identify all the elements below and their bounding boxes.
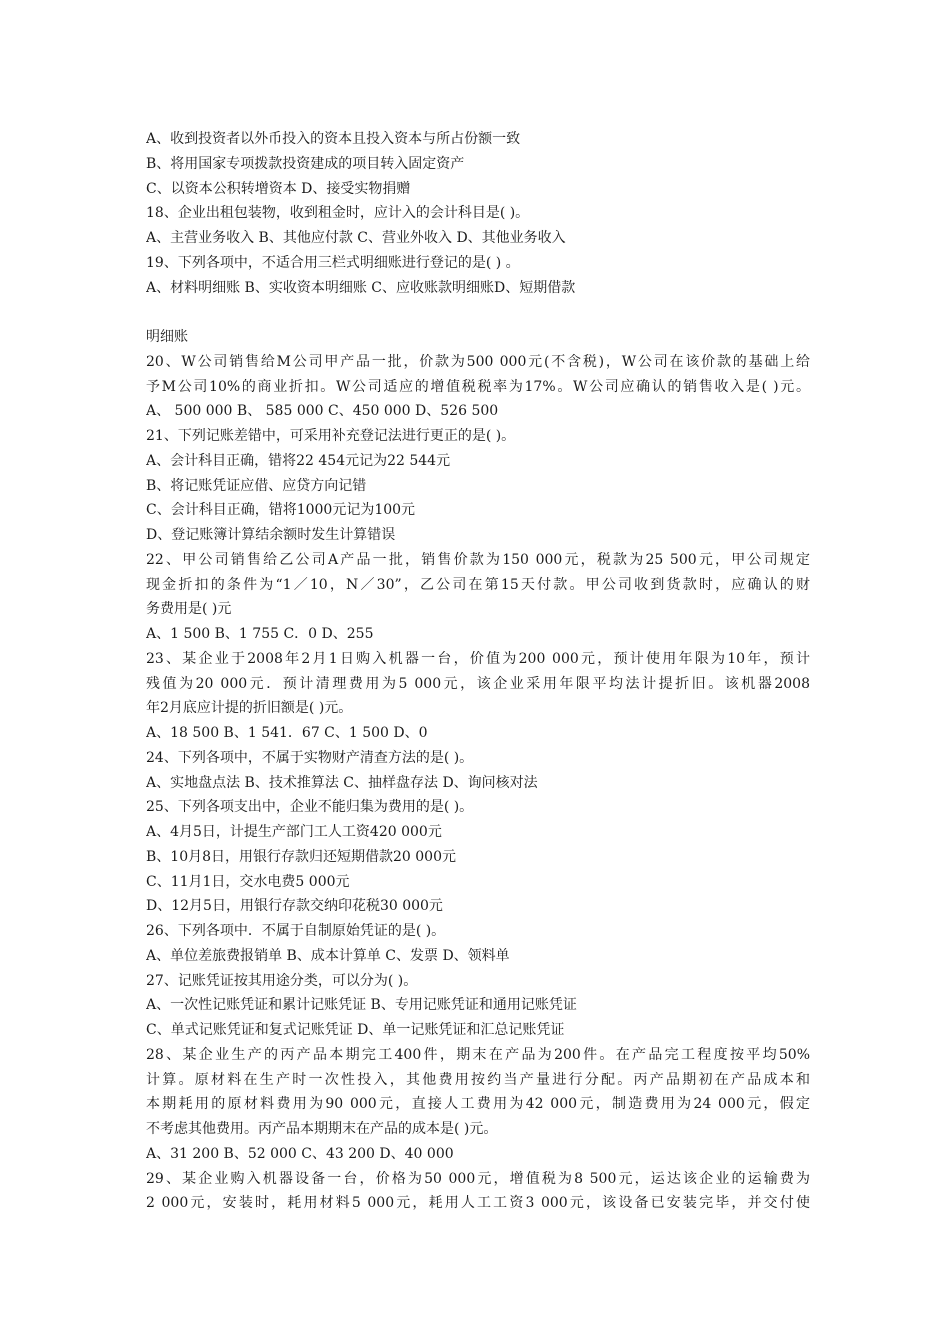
text-line: A、一次性记账凭证和累计记账凭证 B、专用记账凭证和通用记账凭证 bbox=[146, 997, 577, 1014]
text-line: 19、下列各项中，不适合用三栏式明细账进行登记的是( ) 。 bbox=[146, 254, 520, 271]
text-line: 18、企业出租包装物，收到租金时，应计入的会计科目是( )。 bbox=[146, 205, 530, 222]
text-line: 明细账 bbox=[146, 329, 188, 345]
text-line: A、1 500 B、1 755 C．0 D、255 bbox=[146, 626, 374, 642]
text-line: A、会计科目正确，错将22 454元记为22 544元 bbox=[146, 452, 451, 469]
text-line: A、主营业务收入 B、其他应付款 C、营业外收入 D、其他业务收入 bbox=[146, 230, 566, 246]
text-line: 20、W公司销售给M公司甲产品一批，价款为500 000元(不含税)，W公司在该价款的基础上给 bbox=[146, 353, 810, 370]
text-line: A、材料明细账 B、实收资本明细账 C、应收账款明细账D、短期借款 bbox=[146, 279, 576, 296]
text-line: B、10月8日，用银行存款归还短期借款20 000元 bbox=[146, 848, 456, 865]
text-line: A、31 200 B、52 000 C、43 200 D、40 000 bbox=[146, 1145, 454, 1162]
text-line: A、 500 000 B、 585 000 C、450 000 D、526 500 bbox=[146, 403, 499, 420]
text-line: A、4月5日，计提生产部门工人工资420 000元 bbox=[146, 824, 442, 840]
text-line: 予M公司10%的商业折扣。W公司适应的增值税税率为17%。W公司应确认的销售收入是( )元。 bbox=[146, 378, 810, 395]
text-line: 22、甲公司销售给乙公司A产品一批，销售价款为150 000元，税款为25 500元，甲公司规定 bbox=[146, 551, 810, 568]
text-line: 26、下列各项中．不属于自制原始凭证的是( )。 bbox=[146, 923, 446, 939]
text-line: B、将记账凭证应借、应贷方向记错 bbox=[146, 477, 367, 494]
text-line: 23、某企业于2008年2月1日购入机器一台，价值为200 000元，预计使用年限为10年，预计 bbox=[146, 650, 810, 667]
text-line: D、12月5日，用银行存款交纳印花税30 000元 bbox=[146, 898, 443, 915]
text-line: 21、下列记账差错中，可采用补充登记法进行更正的是( )。 bbox=[146, 428, 516, 444]
text-line: A、单位差旅费报销单 B、成本计算单 C、发票 D、领料单 bbox=[146, 947, 510, 964]
text-line: C、11月1日，交水电费5 000元 bbox=[146, 873, 350, 890]
text-line: 25、下列各项支出中，企业不能归集为费用的是( )。 bbox=[146, 799, 474, 816]
text-line: 27、记账凭证按其用途分类，可以分为( )。 bbox=[146, 972, 418, 989]
text-line: 务费用是( )元 bbox=[146, 601, 232, 618]
text-line: 计算。原材料在生产时一次性投入，其他费用按约当产量进行分配。丙产品期初在产品成本和 bbox=[146, 1071, 810, 1088]
text-line: A、收到投资者以外币投入的资本且投入资本与所占份额一致 bbox=[146, 131, 521, 147]
text-line: A、实地盘点法 B、技术推算法 C、抽样盘存法 D、询问核对法 bbox=[146, 774, 538, 791]
text-line: C、会计科目正确，错将1000元记为100元 bbox=[146, 502, 416, 519]
text-line: C、以资本公积转增资本 D、接受实物捐赠 bbox=[146, 180, 411, 197]
text-line: 24、下列各项中，不属于实物财产清查方法的是( )。 bbox=[146, 749, 474, 766]
text-line: C、单式记账凭证和复式记账凭证 D、单一记账凭证和汇总记账凭证 bbox=[146, 1022, 565, 1038]
text-line: 年2月底应计提的折旧额是( )元。 bbox=[146, 700, 353, 717]
text-line: 不考虑其他费用。丙产品本期期末在产品的成本是( )元。 bbox=[146, 1121, 498, 1137]
text-line: 28、某企业生产的丙产品本期完工400件，期末在产品为200件。在产品完工程度按平均50% bbox=[146, 1046, 810, 1063]
document-page bbox=[146, 127, 810, 1216]
text-line: 残值为20 000元．预计清理费用为5 000元，该企业采用年限平均法计提折旧。该机器2008 bbox=[146, 675, 810, 692]
text-line: 现金折扣的条件为“1／10，N／30”，乙公司在第15天付款。甲公司收到货款时，应确认的财 bbox=[146, 576, 810, 593]
text-line: B、将用国家专项拨款投资建成的项目转入固定资产 bbox=[146, 155, 465, 172]
text-line: A、18 500 B、1 541．67 C、1 500 D、0 bbox=[146, 725, 428, 741]
blank-line bbox=[146, 300, 810, 325]
text-line: D、登记账簿计算结余额时发生计算错误 bbox=[146, 527, 396, 543]
text-line: 2 000元，安装时，耗用材料5 000元，耗用人工工资3 000元，该设备已安装完毕，并交付使 bbox=[146, 1195, 810, 1212]
text-line: 本期耗用的原材料费用为90 000元，直接人工费用为42 000元，制造费用为24 000元，假定 bbox=[146, 1096, 810, 1113]
text-line: 29、某企业购入机器设备一台，价格为50 000元，增值税为8 500元，运达该企业的运输费为 bbox=[146, 1170, 810, 1187]
